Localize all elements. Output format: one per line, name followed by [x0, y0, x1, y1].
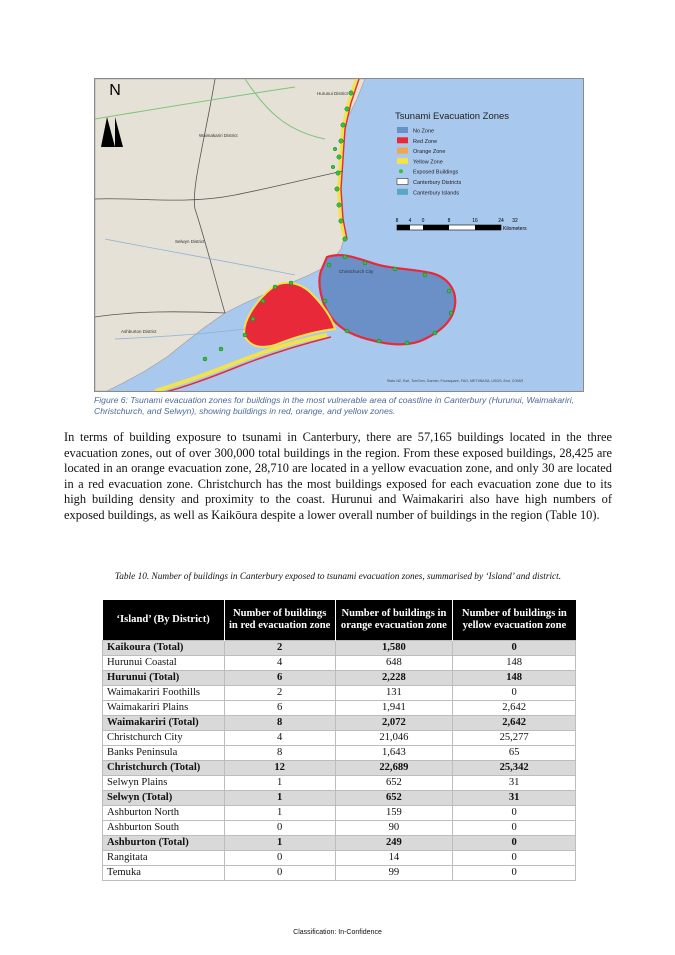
cell-orange: 2,228 [335, 671, 453, 686]
cell-yellow: 0 [453, 851, 576, 866]
cell-red: 8 [224, 716, 335, 731]
figure-caption: Figure 6: Tsunami evacuation zones for buildings in the most vulnerable area of coastline in Canterbury (Hurunui, Waimakariri, Christchurch, and Selwyn), showing buildings in red, orange, and yellow zones. [94, 395, 575, 416]
cell-orange: 99 [335, 866, 453, 881]
cell-orange: 21,046 [335, 731, 453, 746]
cell-yellow: 0 [453, 866, 576, 881]
cell-name: Christchurch City [103, 731, 225, 746]
label-selwyn: Selwyn District [175, 239, 205, 244]
cell-orange: 652 [335, 776, 453, 791]
label-ashburton: Ashburton District [121, 329, 157, 334]
legend-title: Tsunami Evacuation Zones [395, 111, 510, 122]
cell-name: Kaikoura (Total) [103, 641, 225, 656]
cell-red: 2 [224, 686, 335, 701]
tsunami-map [94, 78, 584, 392]
cell-red: 1 [224, 836, 335, 851]
cell-red: 0 [224, 851, 335, 866]
header-red: Number of buildings in red evacuation zone [224, 600, 335, 641]
cell-yellow: 0 [453, 686, 576, 701]
cell-red: 8 [224, 746, 335, 761]
map-canvas [95, 79, 583, 391]
table-row [103, 641, 576, 656]
cell-yellow: 31 [453, 791, 576, 806]
header-orange: Number of buildings in orange evacuation zone [335, 600, 453, 641]
cell-red: 2 [224, 641, 335, 656]
cell-orange: 1,580 [335, 641, 453, 656]
cell-orange: 22,689 [335, 761, 453, 776]
cell-name: Temuka [103, 866, 225, 881]
label-waimakariri: Waimakariri District [199, 133, 238, 138]
cell-name: Banks Peninsula [103, 746, 225, 761]
table-row [103, 806, 576, 821]
cell-yellow: 25,277 [453, 731, 576, 746]
legend-swatch-1 [397, 137, 408, 143]
table-row [103, 836, 576, 851]
cell-name: Ashburton (Total) [103, 836, 225, 851]
cell-orange: 159 [335, 806, 453, 821]
table-row [103, 776, 576, 791]
table-row [103, 746, 576, 761]
table-row [103, 686, 576, 701]
cell-orange: 131 [335, 686, 453, 701]
table-row [103, 656, 576, 671]
table-row [103, 701, 576, 716]
scale-unit: Kilometers [503, 226, 527, 232]
map-attribution: Stats NZ, Esri, TomTom, Garmin, Foursquare, FAO, METI/NASA, USGS, Esri, CGIAR [387, 379, 524, 383]
cell-name: Ashburton South [103, 821, 225, 836]
cell-yellow: 0 [453, 821, 576, 836]
legend-swatch-3 [397, 158, 408, 164]
cell-orange: 1,941 [335, 701, 453, 716]
cell-yellow: 25,342 [453, 761, 576, 776]
header-yellow: Number of buildings in yellow evacuation zone [453, 600, 576, 641]
table-row [103, 866, 576, 881]
legend-swatch-2 [397, 148, 408, 154]
cell-red: 4 [224, 656, 335, 671]
cell-name: Selwyn Plains [103, 776, 225, 791]
table-row [103, 851, 576, 866]
cell-orange: 2,072 [335, 716, 453, 731]
cell-yellow: 0 [453, 806, 576, 821]
cell-yellow: 0 [453, 836, 576, 851]
body-paragraph: In terms of building exposure to tsunami in Canterbury, there are 57,165 buildings located in the three evacuation zones, out of over 300,000 total buildings in the region. From these exposed buildings, 28,425 are located in an orange evacuation zone, 28,710 are located in a yellow evacuation zone, and only 30 are located in a red evacuation zone. Christchurch has the most buildings exposed for each evacuation zone due to its high building density and proximity to the coast. Hurunui and Waimakariri also have high numbers of exposed buildings, as well as Kaikōura despite a lower overall number of buildings in the region (Table 10). [64, 430, 612, 522]
legend-label-5: Canterbury Districts [413, 180, 462, 186]
classification-footer: Classification: In-Confidence [293, 929, 382, 936]
cell-orange: 249 [335, 836, 453, 851]
cell-red: 12 [224, 761, 335, 776]
cell-red: 0 [224, 821, 335, 836]
table-row [103, 716, 576, 731]
cell-name: Waimakariri Plains [103, 701, 225, 716]
cell-name: Waimakariri (Total) [103, 716, 225, 731]
legend-label-1: Red Zone [413, 138, 438, 145]
cell-yellow: 148 [453, 656, 576, 671]
cell-orange: 1,643 [335, 746, 453, 761]
legend-swatch-6 [397, 189, 408, 195]
cell-red: 4 [224, 731, 335, 746]
cell-red: 6 [224, 671, 335, 686]
legend-swatch-0 [397, 127, 408, 133]
scale-tick-label: 16 [472, 218, 478, 224]
table-row [103, 731, 576, 746]
table-row [103, 821, 576, 836]
table-row [103, 671, 576, 686]
cell-yellow: 0 [453, 641, 576, 656]
cell-orange: 14 [335, 851, 453, 866]
table-caption: Table 10. Number of buildings in Canterbury exposed to tsunami evacuation zones, summarised by ‘Island’ and district. [114, 572, 562, 582]
legend-label-2: Orange Zone [413, 149, 446, 156]
cell-red: 1 [224, 776, 335, 791]
scale-bar [397, 225, 501, 230]
table-row [103, 791, 576, 806]
cell-orange: 648 [335, 656, 453, 671]
table-body [103, 641, 576, 881]
cell-orange: 90 [335, 821, 453, 836]
cell-yellow: 2,642 [453, 716, 576, 731]
scale-tick-label: 8 [395, 218, 399, 224]
cell-red: 6 [224, 701, 335, 716]
scale-tick-label: 24 [498, 218, 504, 224]
header-district: ‘Island’ (By District) [103, 600, 225, 641]
cell-name: Ashburton North [103, 806, 225, 821]
exposure-table [102, 600, 576, 881]
legend-swatch-4 [399, 169, 403, 173]
table-row [103, 761, 576, 776]
cell-name: Hurunui Coastal [103, 656, 225, 671]
cell-red: 0 [224, 866, 335, 881]
cell-name: Christchurch (Total) [103, 761, 225, 776]
scale-tick-label: 32 [512, 218, 518, 224]
legend-label-0: No Zone [413, 128, 435, 135]
scale-tick-label: 8 [447, 218, 451, 224]
label-christchurch: Christchurch City [339, 269, 374, 274]
cell-name: Hurunui (Total) [103, 671, 225, 686]
scale-tick-label: 0 [421, 218, 425, 224]
legend-label-6: Canterbury Islands [413, 190, 460, 197]
scale-tick-label: 4 [408, 218, 412, 224]
label-hurunui: Hurunui District [317, 91, 348, 96]
cell-red: 1 [224, 791, 335, 806]
north-label: N [109, 82, 121, 99]
cell-red: 1 [224, 806, 335, 821]
legend-swatch-5 [397, 179, 408, 185]
cell-name: Waimakariri Foothills [103, 686, 225, 701]
legend-label-3: Yellow Zone [413, 159, 443, 166]
cell-orange: 652 [335, 791, 453, 806]
cell-yellow: 2,642 [453, 701, 576, 716]
cell-yellow: 148 [453, 671, 576, 686]
cell-yellow: 65 [453, 746, 576, 761]
cell-name: Selwyn (Total) [103, 791, 225, 806]
cell-yellow: 31 [453, 776, 576, 791]
table-header-row [103, 600, 576, 641]
legend-label-4: Exposed Buildings [413, 169, 459, 176]
cell-name: Rangitata [103, 851, 225, 866]
